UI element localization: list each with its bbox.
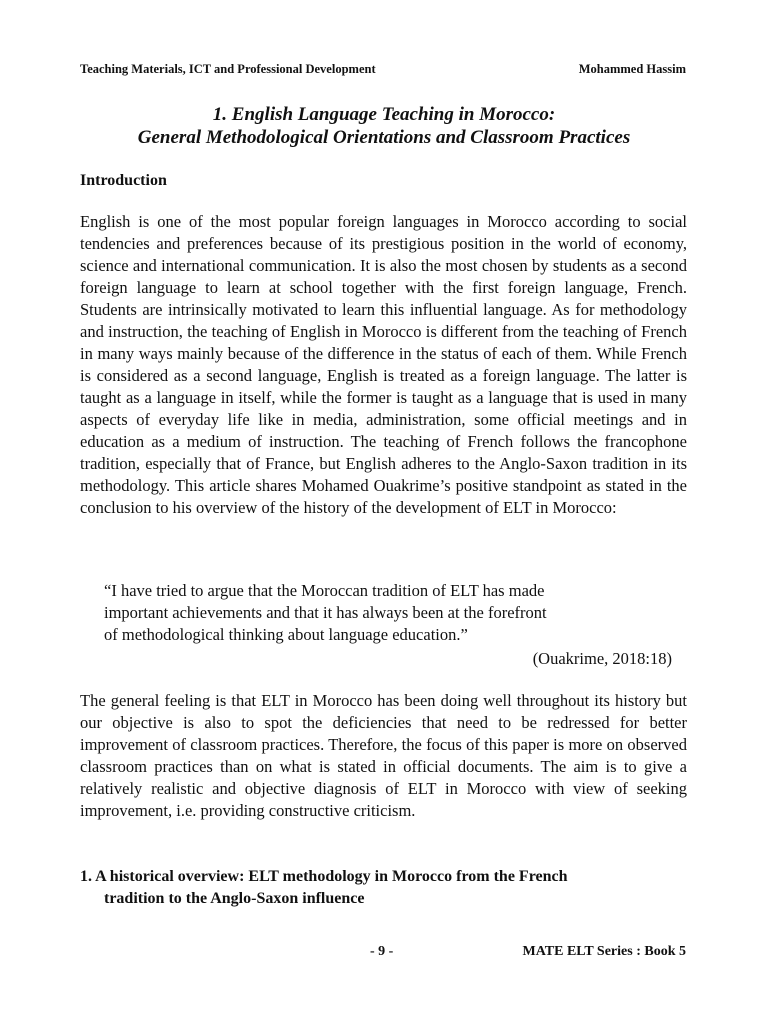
quote-line-3: of methodological thinking about language education.” xyxy=(104,625,468,644)
article-title xyxy=(80,103,688,149)
header-author: Mohammed Hassim xyxy=(578,62,686,76)
series-title: MATE ELT Series : Book 5 xyxy=(522,944,686,959)
introduction-paragraph: English is one of the most popular foreign languages in Morocco according to social tendencies and preferences because of its prestigious position in the world of economy, science and international communication. It is also the most chosen by students as a second foreign language to learn at school together with the first foreign language, French. Students are intrinsically motivated to learn this influential language. As for methodology and instruction, the teaching of English in Morocco is different from the teaching of French in many ways mainly because of the difference in the status of each of them. While French is considered as a second language, English is treated as a foreign language. The latter is taught as a language in itself, while the former is taught as a language that is used in many aspects of everyday life like in media, administration, some official meetings and in education as a medium of instruction. The teaching of French follows the francophone tradition, especially that of France, but English adheres to the Anglo-Saxon tradition in its methodology. This article shares Mohamed Ouakrime’s positive standpoint as stated in the conclusion to his overview of the history of the development of ELT in Morocco: xyxy=(80,212,687,517)
title-line-1: 1. English Language Teaching in Morocco: xyxy=(212,104,556,125)
quote-citation: (Ouakrime, 2018:18) xyxy=(532,649,672,668)
header-left-text: Teaching Materials, ICT and Professional Development xyxy=(80,62,376,76)
title-line-2: General Methodological Orientations and Classroom Practices xyxy=(137,127,631,148)
running-footer xyxy=(80,944,688,964)
running-header xyxy=(80,62,688,80)
quote-line-1: “I have tried to argue that the Moroccan tradition of ELT has made xyxy=(104,581,545,600)
introduction-heading: Introduction xyxy=(80,172,167,189)
page-number: - 9 - xyxy=(370,944,394,959)
block-quote xyxy=(104,580,664,646)
section-heading-line-1: 1. A historical overview: ELT methodology in Morocco from the French xyxy=(80,868,568,885)
general-feeling-paragraph: The general feeling is that ELT in Morocco has been doing well throughout its history but our objective is also to spot the deficiencies that need to be redressed for better improvement of classroom practices. Therefore, the focus of this paper is more on observed classroom practices than on what is stated in official documents. The aim is to give a relatively realistic and objective diagnosis of ELT in Morocco with view of seeking improvement, i.e. providing constructive criticism. xyxy=(80,691,687,820)
section-heading xyxy=(80,866,700,910)
quote-line-2: important achievements and that it has always been at the forefront xyxy=(104,603,547,622)
section-heading-line-2: tradition to the Anglo-Saxon influence xyxy=(104,890,365,907)
